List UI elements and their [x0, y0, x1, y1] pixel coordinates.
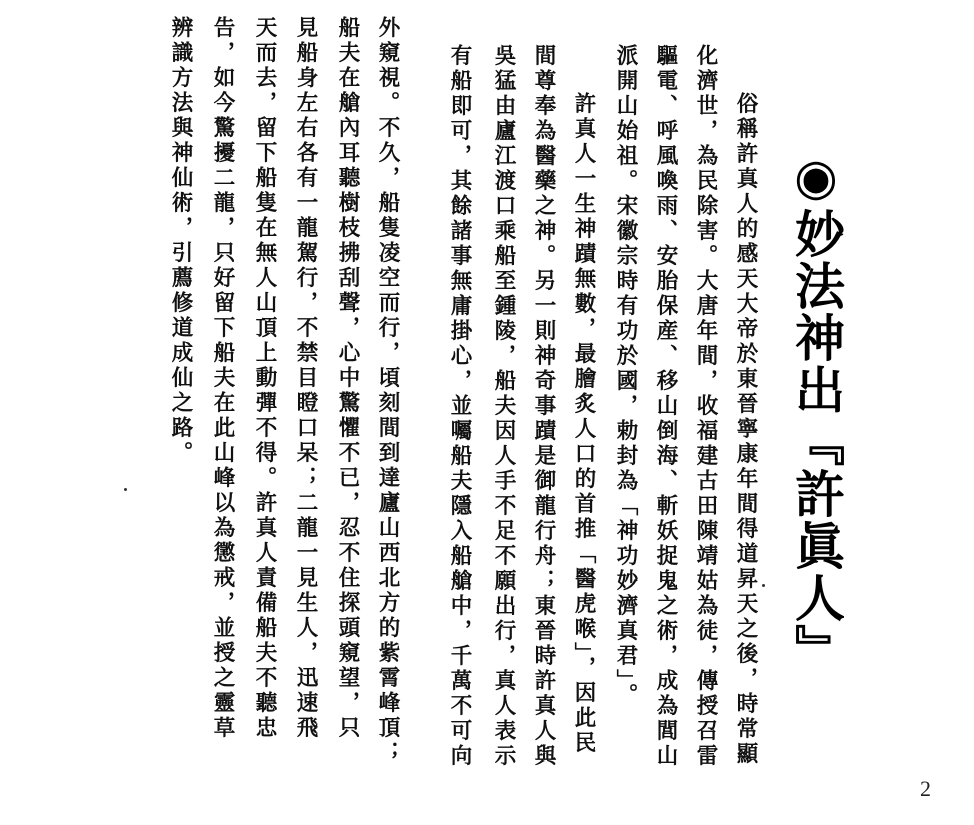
text-column: 許真人一生神蹟無數，最膾炙人口的首推「醫虎喉」，因此民: [571, 92, 596, 757]
text-column: 見船身左右各有一龍駕行，不禁目瞪口呆；二龍一見生人，迅速飛: [293, 16, 318, 741]
text-column: 俗稱許真人的感天大帝於東晉寧康年間得道昇天之後，時常顯: [733, 92, 758, 767]
text-column: 辨識方法與神仙術，引薦修道成仙之路。: [168, 16, 193, 466]
scan-speck: [124, 488, 127, 491]
text-column: 外窺視。不久，船隻凌空而行，頃刻間到達廬山西北方的紫霄峰頂；: [375, 16, 400, 766]
scan-speck: [762, 584, 765, 587]
text-column: 告，如今驚擾二龍，只好留下船夫在此山峰以為懲戒，並授之靈草: [210, 16, 235, 741]
text-column: 船夫在艙內耳聽樹枝拂刮聲，心中驚懼不已，忍不住探頭窺望，只: [335, 16, 360, 741]
text-column: 驅電、呼風喚雨、安胎保産、移山倒海、斬妖捉鬼之術，成為閭山: [653, 44, 678, 769]
text-column: 天而去，留下船隻在無人山頂上動彈不得。許真人責備船夫不聽忠: [252, 16, 277, 741]
text-column: 派開山始祖。宋徽宗時有功於國，勅封為「神功妙濟真君」。: [613, 44, 638, 709]
page-number: 2: [920, 776, 931, 801]
chapter-title: ◉妙法神出『許眞人』: [787, 148, 845, 676]
text-column: 間尊奉為醫藥之神。另一則神奇事蹟是御龍行舟；東晉時許真人與: [531, 44, 556, 769]
text-column: 有船即可，其餘諸事無庸掛心，並囑船夫隱入船艙中，千萬不可向: [447, 44, 472, 769]
text-column: 吳猛由廬江渡口乘船至鍾陵，船夫因人手不足不願出行，真人表示: [491, 44, 516, 769]
text-column: 化濟世，為民除害。大唐年間，收福建古田陳靖姑為徒，傳授召雷: [693, 44, 718, 769]
